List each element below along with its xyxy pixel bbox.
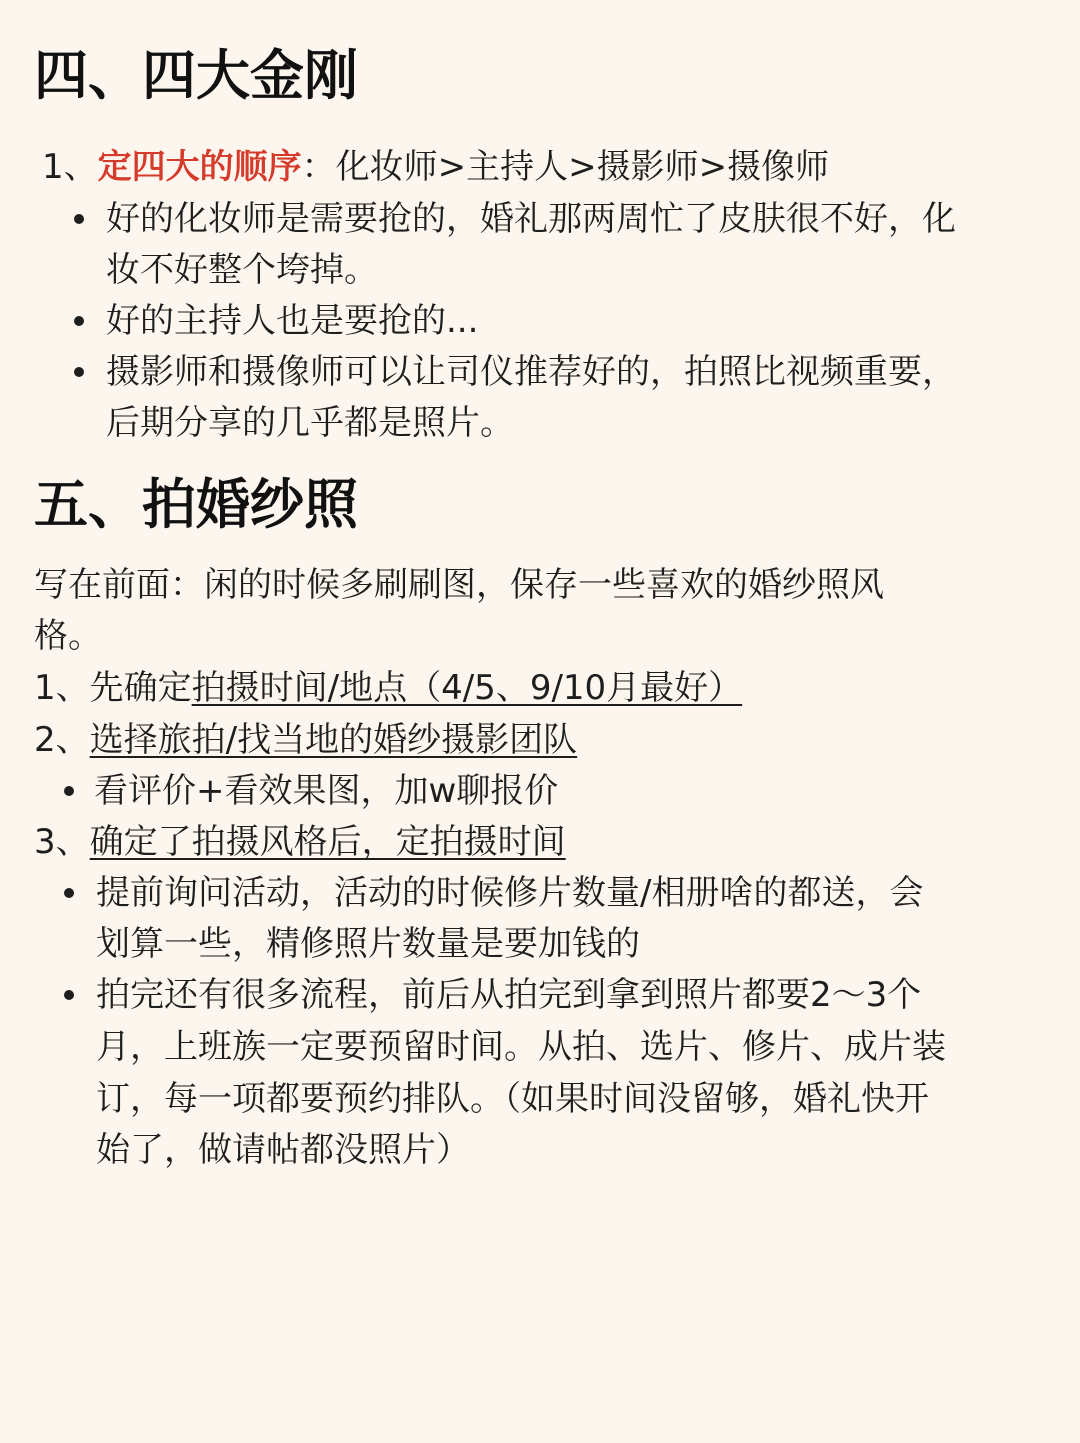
- item-3-bullet-2-line-1: 拍完还有很多流程，前后从拍完到拿到照片都要2～3个: [96, 975, 922, 1015]
- section-five-item-1: [34, 668, 742, 708]
- bullet-makeup-line-2: 妆不好整个垮掉。: [106, 250, 378, 290]
- bullet-dot: [74, 316, 84, 326]
- bullet-photographer-line-1: 摄影师和摄像师可以让司仪推荐好的，拍照比视频重要，: [106, 352, 956, 392]
- item-3-bullet-1-line-1: 提前询问活动，活动的时候修片数量/相册啥的都送，会: [96, 873, 924, 913]
- intro-line-2: 格。: [34, 616, 102, 656]
- bullet-dot: [64, 990, 74, 1000]
- section-five-item-2: [34, 720, 577, 760]
- item-1-prefix: 1、先确定: [34, 668, 192, 708]
- section-five-title: 五、拍婚纱照: [34, 473, 358, 536]
- item-1-number: 1、: [42, 147, 98, 187]
- item-3-underlined: 确定了拍摄风格后，定拍摄时间: [89, 822, 566, 862]
- item-2-underlined: 选择旅拍/找当地的婚纱摄影团队: [89, 720, 578, 760]
- item-2-bullet: 看评价+看效果图，加w聊报价: [94, 771, 559, 811]
- bullet-host-line-1: 好的主持人也是要抢的...: [106, 301, 479, 341]
- bullet-dot: [74, 367, 84, 377]
- bullet-dot: [64, 786, 74, 796]
- section-four-item-1: [42, 147, 829, 187]
- item-2-prefix: 2、: [34, 720, 90, 760]
- item-1-rest: ：化妆师>主持人>摄影师>摄像师: [301, 147, 830, 187]
- bullet-makeup-line-1: 好的化妆师是需要抢的，婚礼那两周忙了皮肤很不好，化: [106, 199, 956, 239]
- section-four-title: 四、四大金刚: [34, 44, 358, 107]
- bullet-dot: [64, 888, 74, 898]
- item-1-highlight: 定四大的顺序: [97, 147, 302, 187]
- bullet-dot: [74, 214, 84, 224]
- item-3-bullet-2-line-2: 月，上班族一定要预留时间。从拍、选片、修片、成片装: [96, 1027, 946, 1067]
- intro-line-1: 写在前面：闲的时候多刷刷图，保存一些喜欢的婚纱照风: [34, 565, 884, 605]
- item-3-bullet-2-line-4: 始了，做请帖都没照片）: [96, 1130, 470, 1170]
- bullet-photographer-line-2: 后期分享的几乎都是照片。: [106, 403, 514, 443]
- item-3-bullet-1-line-2: 划算一些，精修照片数量是要加钱的: [96, 924, 640, 964]
- item-3-bullet-2-line-3: 订，每一项都要预约排队。（如果时间没留够，婚礼快开: [96, 1079, 929, 1119]
- item-3-prefix: 3、: [34, 822, 90, 862]
- section-five-item-3: [34, 822, 566, 862]
- item-1-underlined: 拍摄时间/地点（4/5、9/10月最好）: [191, 668, 743, 708]
